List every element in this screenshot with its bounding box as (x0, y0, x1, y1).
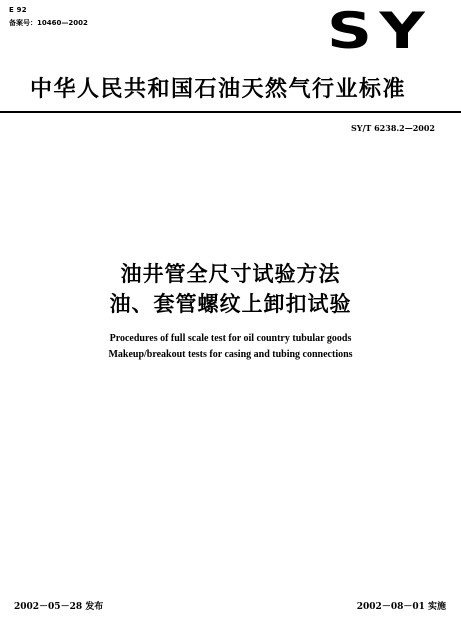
record-number: 备案号：10460—2002 (9, 19, 88, 27)
standard-number: SY/T 6238.2—2002 (350, 123, 435, 133)
header-divider (0, 111, 461, 113)
standard-name: 中华人民共和国石油天然气行业标准 (30, 77, 407, 102)
sy-logo: SY (327, 2, 433, 60)
chinese-title-line-1: 油井管全尺寸试验方法 (120, 262, 341, 286)
classification-code: E 92 (9, 6, 27, 14)
implementation-date: 2002－08－01 实施 (356, 602, 446, 612)
chinese-title-line-2: 油、套管螺纹上卸扣试验 (109, 292, 352, 316)
issue-date: 2002－05－28 发布 (14, 602, 104, 612)
english-title-line-2: Makeup/breakout tests for casing and tubing connections (108, 349, 353, 360)
english-title-line-1: Procedures of full scale test for oil country tubular goods (109, 333, 352, 344)
